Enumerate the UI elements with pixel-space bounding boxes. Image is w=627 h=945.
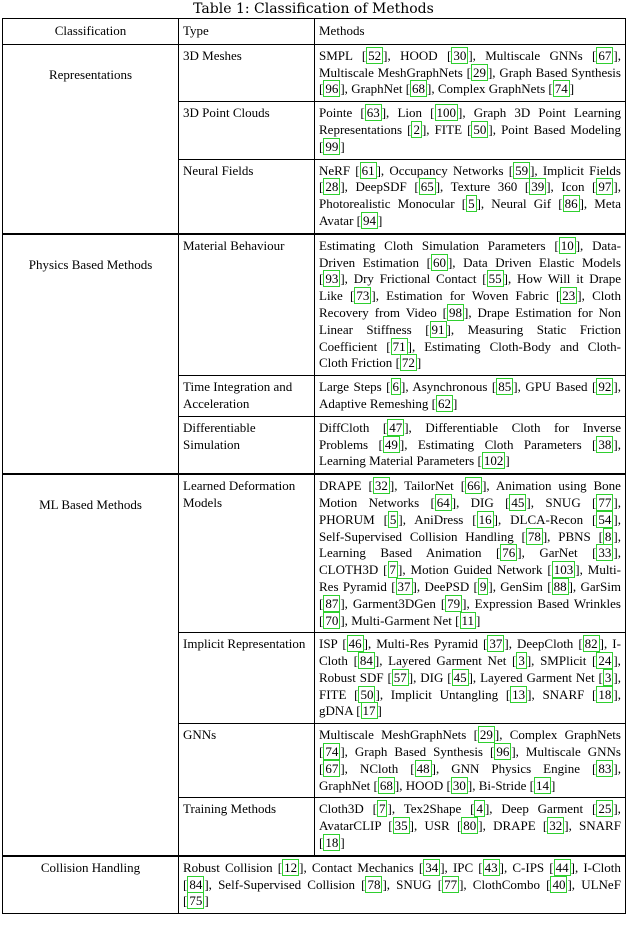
citation-link[interactable]: 50	[360, 686, 374, 702]
header-methods: Methods	[315, 19, 626, 45]
method-name: Robust SDF	[319, 669, 384, 685]
method-name: Asynchronous	[412, 379, 488, 395]
methods-cell: Multiscale MeshGraphNets [ 29 ], Complex GraphNets [ 74 ], Graph Based Synthesis [ 96 ], Multiscale GNNs [ 67 ], NCloth [ 48 ], GNN Physics Engine [ 83 ], GraphNet [ 68 ], HOOD [ 30 ], Bi-Stride [ 14 ]	[315, 724, 626, 798]
method-name: DRAPE	[319, 478, 362, 494]
method-name: Differentiable Cloth for Inverse Problems	[319, 419, 621, 452]
method-name: GarSim	[580, 578, 621, 594]
method-name: ISP	[319, 636, 338, 652]
type-cell: Time Integration and Acceleration	[179, 376, 315, 417]
citation-link[interactable]: 100	[436, 105, 456, 121]
method-name: CLOTH3D	[319, 562, 379, 578]
method-name: I-Cloth	[319, 636, 621, 669]
method-name: Implicit Untangling	[390, 686, 499, 702]
method-name: DiffCloth	[319, 419, 370, 435]
citation-link[interactable]: 71	[392, 338, 406, 354]
header-row	[3, 19, 626, 45]
citation-link[interactable]: 48	[416, 760, 430, 776]
method-name: Adaptive Remeshing	[319, 395, 429, 411]
header-classification: Classification	[3, 19, 179, 45]
method-name: Tex2Shape	[403, 801, 462, 817]
type-cell: Neural Fields	[179, 159, 315, 234]
citation-link[interactable]: 67	[325, 760, 339, 776]
citation-link[interactable]: 70	[325, 612, 339, 628]
citation-link[interactable]: 12	[284, 859, 298, 875]
method-name: IPC	[452, 859, 474, 875]
citation-link[interactable]: 66	[467, 478, 481, 494]
method-name: SMPL	[319, 47, 353, 63]
method-name: Data Driven Elastic Models	[463, 254, 621, 270]
citation-link[interactable]: 8	[604, 528, 612, 544]
citation-link[interactable]: 10	[560, 237, 574, 253]
citation-link[interactable]: 24	[598, 653, 612, 669]
method-name: Photorealistic Monocular	[319, 196, 455, 212]
citation-link[interactable]: 77	[598, 494, 612, 510]
citation-link[interactable]: 45	[453, 669, 467, 685]
citation-link[interactable]: 77	[444, 876, 458, 892]
method-name: Neural Gif	[491, 196, 552, 212]
method-name: DIG	[420, 669, 444, 685]
citation-link[interactable]: 54	[598, 511, 612, 527]
citation-link[interactable]: 40	[552, 876, 566, 892]
method-name: Multiscale MeshGraphNets	[319, 64, 463, 80]
citation-link[interactable]: 29	[479, 727, 493, 743]
citation-link[interactable]: 57	[393, 669, 407, 685]
citation-link[interactable]: 94	[363, 212, 376, 228]
citation-link[interactable]: 17	[362, 703, 376, 719]
method-name: DRAPE	[493, 818, 536, 834]
method-name: SNUG	[545, 494, 581, 510]
citation-link[interactable]: 88	[553, 578, 567, 594]
header-type: Type	[179, 19, 315, 45]
citation-link[interactable]: 2	[413, 121, 420, 137]
citation-link[interactable]: 65	[420, 179, 434, 195]
citation-link[interactable]: 76	[502, 545, 516, 561]
method-name: ULNeF	[581, 876, 621, 892]
method-name: GraphNet	[319, 777, 371, 793]
method-name: GNN Physics Engine	[451, 760, 580, 776]
citation-link[interactable]: 82	[584, 636, 598, 652]
citation-link[interactable]: 83	[598, 760, 612, 776]
citation-link[interactable]: 60	[432, 254, 446, 270]
citation-link[interactable]: 35	[394, 818, 408, 834]
method-name: Deep Garment	[501, 801, 584, 817]
type-cell: Differentiable Simulation	[179, 416, 315, 474]
citation-link[interactable]: 30	[453, 47, 467, 63]
method-name: FITE	[434, 121, 463, 137]
method-name: ClothCombo	[472, 876, 540, 892]
citation-link[interactable]: 75	[189, 893, 203, 909]
citation-link[interactable]: 68	[379, 777, 393, 793]
method-name: Icon	[561, 179, 585, 195]
citation-link[interactable]: 44	[555, 859, 569, 875]
citation-link[interactable]: 97	[598, 179, 612, 195]
citation-link[interactable]: 33	[598, 545, 612, 561]
citation-link[interactable]: 45	[511, 494, 525, 510]
methods-cell: ISP [ 46 ], Multi-Res Pyramid [ 37 ], DeepCloth [ 82 ], I-Cloth [ 84 ], Layered Garment Net [ 3 ], SMPlicit [ 24 ], Robust SDF [ 57 ], DIG [ 45 ], Layered Garment Net [ 3 ], FITE [ 50 ], Implicit Untangling [ 13 ], SNARF [ 18 ], gDNA [ 17 ]	[315, 633, 626, 724]
method-name: Estimating Cloth Parameters	[417, 436, 582, 452]
citation-link[interactable]: 73	[356, 288, 370, 304]
citation-link[interactable]: 85	[498, 379, 512, 395]
method-name: Motion Guided Network	[410, 562, 543, 578]
method-name: Learning Material Parameters	[319, 453, 475, 469]
citation-link[interactable]: 5	[389, 511, 397, 527]
method-name: Animation using Bone Motion Networks	[319, 478, 621, 510]
citation-link[interactable]: 103	[553, 562, 574, 578]
method-name: Layered Garment Net	[388, 653, 507, 669]
methods-table	[2, 18, 626, 914]
method-name: Measuring Static Friction Coefficient	[319, 321, 621, 354]
citation-link[interactable]: 38	[598, 436, 612, 452]
citation-link[interactable]: 3	[518, 653, 525, 669]
citation-link[interactable]: 47	[389, 419, 403, 435]
method-name: FITE	[319, 686, 347, 702]
methods-cell: DRAPE [ 32 ], TailorNet [ 66 ], Animation using Bone Motion Networks [ 64 ], DIG [ 45 ], SNUG [ 77 ], PHORUM [ 5 ], AniDress [ 16 ], DLCA-Recon [ 54 ], Self-Supervised Collision Handling [ 78 ], PBNS [ 8 ], Learning Based Animation [ 76 ], GarNet [ 33 ], CLOTH3D [ 7 ], Motion Guided Network [ 103 ], Multi-Res Pyramid [ 37 ], DeePSD [ 9 ], GenSim [ 88 ], GarSim [ 87 ], Garment3DGen [ 79 ], Expression Based Wrinkles [ 70 ], Multi-Garment Net [ 11 ]	[315, 474, 626, 633]
citation-link[interactable]: 6	[392, 379, 400, 395]
citation-link[interactable]: 18	[598, 686, 612, 702]
method-name: HOOD	[400, 47, 438, 63]
type-cell: Training Methods	[179, 798, 315, 856]
method-name: gDNA	[319, 703, 353, 719]
citation-link[interactable]: 16	[478, 511, 492, 527]
method-name: NCloth	[359, 760, 399, 776]
method-name: HOOD	[405, 777, 444, 793]
citation-link[interactable]: 13	[512, 686, 526, 702]
method-name: NeRF	[319, 162, 351, 178]
method-name: Estimation for Woven Fabric	[386, 288, 549, 304]
method-name: Self-Supervised Collision Handling	[319, 528, 514, 544]
method-name: PHORUM	[319, 511, 375, 527]
citation-link[interactable]: 62	[438, 395, 451, 411]
method-name: Multiscale GNNs	[525, 744, 621, 760]
method-name: GraphNet	[351, 81, 403, 97]
methods-cell: DiffCloth [ 47 ], Differentiable Cloth for Inverse Problems [ 49 ], Estimating Cloth Parameters [ 38 ], Learning Material Parameters [ 102 ]	[315, 416, 626, 474]
classification-cell: Physics Based Methods	[3, 234, 179, 474]
method-name: Complex GraphNets	[437, 81, 546, 97]
type-cell: Implicit Representation	[179, 633, 315, 724]
method-name: AniDress	[414, 511, 464, 527]
citation-link[interactable]: 7	[389, 562, 396, 578]
citation-link[interactable]: 30	[452, 777, 466, 793]
type-cell: Learned Deformation Models	[179, 474, 315, 633]
method-name: Learning Based Animation	[319, 545, 482, 561]
citation-link[interactable]: 29	[472, 64, 486, 80]
method-name: GPU Based	[525, 379, 588, 395]
citation-link[interactable]: 9	[479, 578, 487, 594]
method-name: Robust Collision	[183, 859, 273, 875]
method-name: How Will it Drape Like	[319, 271, 621, 304]
citation-link[interactable]: 23	[562, 288, 576, 304]
type-cell: 3D Point Clouds	[179, 102, 315, 159]
citation-link[interactable]: 92	[598, 379, 612, 395]
method-name: SNUG	[396, 876, 432, 892]
citation-link[interactable]: 39	[531, 179, 545, 195]
method-name: Point Based Modeling	[501, 121, 621, 137]
method-name: Pointe	[319, 105, 353, 121]
type-cell: Material Behaviour	[179, 234, 315, 376]
method-name: Self-Supervised Collision	[218, 876, 355, 892]
citation-link[interactable]: 14	[535, 777, 549, 793]
method-name: DeepSDF	[355, 179, 407, 195]
citation-link[interactable]: 87	[325, 595, 339, 611]
method-name: Meta Avatar	[319, 196, 621, 228]
citation-link[interactable]: 52	[368, 47, 382, 63]
citation-link[interactable]: 99	[325, 138, 339, 154]
table-row	[3, 856, 626, 914]
citation-link[interactable]: 91	[431, 321, 445, 337]
citation-link[interactable]: 32	[549, 818, 563, 834]
method-name: Dry Frictional Contact	[353, 271, 477, 287]
citation-link[interactable]: 78	[367, 876, 381, 892]
classification-cell: Representations	[3, 44, 179, 233]
method-name: PBNS	[558, 528, 591, 544]
method-name: SMPlicit	[540, 653, 587, 669]
citation-link[interactable]: 84	[189, 876, 203, 892]
method-name: SNARF	[579, 818, 621, 834]
citation-link[interactable]: 5	[468, 196, 475, 212]
method-name: Cloth Recovery from Video	[319, 288, 621, 320]
classification-cell: ML Based Methods	[3, 474, 179, 856]
methods-cell: Large Steps [ 6 ], Asynchronous [ 85 ], GPU Based [ 92 ], Adaptive Remeshing [ 62 ]	[315, 376, 626, 417]
method-name: AvatarCLIP	[319, 818, 382, 834]
citation-link[interactable]: 96	[496, 744, 510, 760]
method-name: Contact Mechanics	[311, 859, 414, 875]
citation-link[interactable]: 96	[325, 81, 339, 97]
methods-cell: Robust Collision [ 12 ], Contact Mechanics [ 34 ], IPC [ 43 ], C-IPS [ 44 ], I-Cloth [ 84 ], Self-Supervised Collision [ 78 ], SNUG [ 77 ], ClothCombo [ 40 ], ULNeF [ 75 ]	[179, 856, 626, 914]
method-name: Layered Garment Net	[480, 669, 595, 685]
methods-cell: NeRF [ 61 ], Occupancy Networks [ 59 ], Implicit Fields [ 28 ], DeepSDF [ 65 ], Texture 360 [ 39 ], Icon [ 97 ], Photorealistic Monocular [ 5 ], Neural Gif [ 86 ], Meta Avatar [ 94 ]	[315, 159, 626, 234]
citation-link[interactable]: 74	[554, 81, 568, 97]
method-name: DLCA-Recon	[510, 511, 584, 527]
citation-link[interactable]: 4	[476, 801, 483, 817]
method-name: Multi-Res Pyramid	[376, 636, 479, 652]
table-caption: Table 1: Classification of Methods	[193, 1, 434, 17]
citation-link[interactable]: 50	[473, 121, 487, 137]
citation-link[interactable]: 79	[447, 595, 461, 611]
citation-link[interactable]: 37	[489, 636, 503, 652]
method-name: Bi-Stride	[478, 777, 527, 793]
method-name: DeePSD	[424, 578, 470, 594]
citation-link[interactable]: 11	[461, 612, 475, 628]
method-name: I-Cloth	[583, 859, 621, 875]
method-name: Texture 360	[450, 179, 518, 195]
table-row	[3, 234, 626, 376]
method-name: Estimating Cloth-Body and Cloth-Cloth Friction	[319, 338, 621, 371]
citation-link[interactable]: 74	[325, 744, 339, 760]
method-name: DeepCloth	[516, 636, 574, 652]
citation-link[interactable]: 28	[325, 179, 339, 195]
method-name: Expression Based Wrinkles	[474, 595, 621, 611]
method-name: Lion	[397, 105, 423, 121]
method-name: Multi-Garment Net	[351, 612, 452, 628]
classification-cell: Collision Handling	[3, 856, 179, 914]
citation-link[interactable]: 61	[361, 162, 375, 178]
citation-link[interactable]: 49	[384, 436, 398, 452]
method-name: TailorNet	[404, 478, 454, 494]
method-name: GenSim	[500, 578, 543, 594]
method-name: GarNet	[539, 545, 578, 561]
method-name: DIG	[470, 494, 494, 510]
method-name: Multiscale GNNs	[485, 47, 583, 63]
type-cell: 3D Meshes	[179, 44, 315, 101]
citation-link[interactable]: 80	[463, 818, 477, 834]
method-name: Large Steps	[319, 379, 382, 395]
method-name: Graph Based Synthesis	[354, 744, 483, 760]
citation-link[interactable]: 25	[598, 801, 612, 817]
table-row	[3, 474, 626, 633]
type-cell: GNNs	[179, 724, 315, 798]
citation-link[interactable]: 72	[401, 355, 415, 371]
method-name: Cloth3D	[319, 801, 364, 817]
method-name: USR	[424, 818, 450, 834]
citation-link[interactable]: 3	[604, 669, 612, 685]
methods-cell: Pointe [ 63 ], Lion [ 100 ], Graph 3D Point Learning Representations [ 2 ], FITE [ 50 ], Point Based Modeling [ 99 ]	[315, 102, 626, 159]
method-name: Multi-Res Pyramid	[319, 562, 621, 594]
citation-link[interactable]: 68	[412, 81, 426, 97]
method-name: SNARF	[542, 686, 585, 702]
citation-link[interactable]: 7	[378, 801, 386, 817]
methods-cell: Estimating Cloth Simulation Parameters [ 10 ], Data-Driven Estimation [ 60 ], Data Driven Elastic Models [ 93 ], Dry Frictional Contact [ 55 ], How Will it Drape Like [ 73 ], Estimation for Woven Fabric [ 23 ], Cloth Recovery from Video [ 98 ], Drape Estimation for Non Linear Stiffness [ 91 ], Measuring Static Friction Coefficient [ 71 ], Estimating Cloth-Body and Cloth-Cloth Friction [ 72 ]	[315, 234, 626, 376]
citation-link[interactable]: 102	[483, 453, 504, 469]
methods-cell: Cloth3D [ 7 ], Tex2Shape [ 4 ], Deep Garment [ 25 ], AvatarCLIP [ 35 ], USR [ 80 ], DRAPE [ 32 ], SNARF [ 18 ]	[315, 798, 626, 856]
citation-link[interactable]: 78	[527, 528, 541, 544]
citation-link[interactable]: 86	[564, 196, 578, 212]
method-name: Estimating Cloth Simulation Parameters	[319, 237, 546, 253]
method-name: Garment3DGen	[352, 595, 436, 611]
method-name: Data-Driven Estimation	[319, 237, 621, 270]
methods-cell: SMPL [ 52 ], HOOD [ 30 ], Multiscale GNNs [ 67 ], Multiscale MeshGraphNets [ 29 ], Graph Based Synthesis [ 96 ], GraphNet [ 68 ], Complex GraphNets [ 74 ]	[315, 44, 626, 101]
method-name: Complex GraphNets	[509, 727, 621, 743]
citation-link[interactable]: 37	[397, 578, 411, 594]
citation-link[interactable]: 59	[515, 162, 529, 178]
citation-link[interactable]: 32	[374, 478, 388, 494]
method-name: Drape Estimation for Non Linear Stiffness	[319, 304, 621, 337]
citation-link[interactable]: 84	[359, 653, 373, 669]
method-name: Graph Based Synthesis	[499, 64, 621, 80]
citation-link[interactable]: 67	[598, 47, 612, 63]
citation-link[interactable]: 55	[488, 271, 502, 287]
method-name: Occupancy Networks	[389, 162, 504, 178]
method-name: Multiscale MeshGraphNets	[319, 727, 467, 743]
method-name: Implicit Fields	[542, 162, 621, 178]
citation-link[interactable]: 43	[484, 859, 498, 875]
citation-link[interactable]: 98	[449, 304, 462, 320]
citation-link[interactable]: 34	[425, 859, 439, 875]
table-row	[3, 44, 626, 101]
method-name: Graph 3D Point Learning Representations	[319, 105, 621, 137]
citation-link[interactable]: 93	[325, 271, 339, 287]
method-name: C-IPS	[512, 859, 545, 875]
citation-link[interactable]: 46	[348, 636, 362, 652]
citation-link[interactable]: 64	[436, 494, 450, 510]
citation-link[interactable]: 63	[366, 105, 380, 121]
citation-link[interactable]: 18	[325, 835, 339, 851]
table-body	[3, 44, 626, 913]
